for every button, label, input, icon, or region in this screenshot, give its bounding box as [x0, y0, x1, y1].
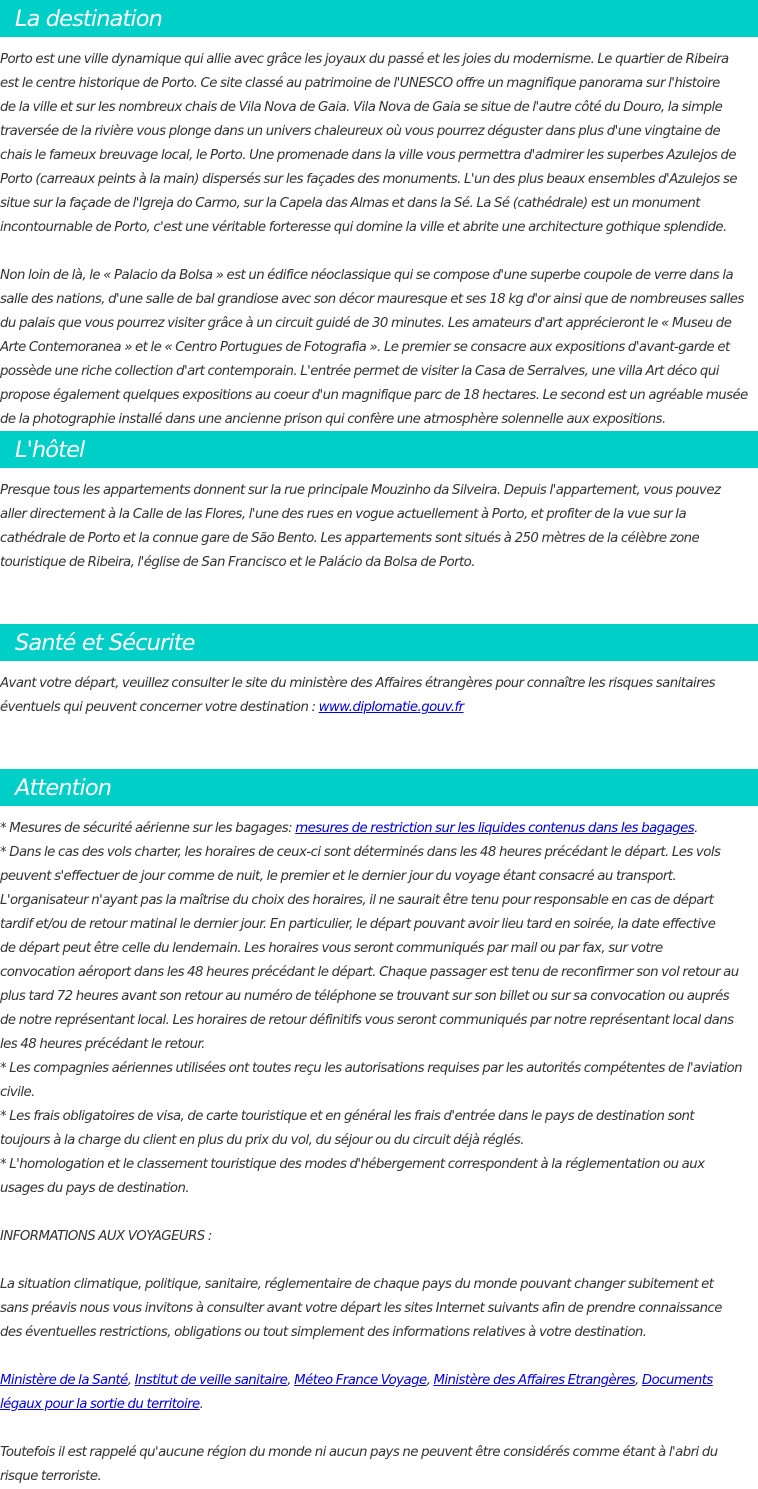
spacer [0, 1345, 758, 1369]
text-line: traversée de la rivière vous plonge dans un univers chaleureux où vous pourrez déguster dans plus d'une vingtaine de [0, 124, 721, 139]
text-line: de départ peut être celle du lendemain. Les horaires vous seront communiqués par mail ou par fax, sur votre [0, 941, 663, 956]
text-line: plus tard 72 heures avant son retour au numéro de téléphone se trouvant sur son billet ou sur sa convocation ou auprés [0, 989, 730, 1004]
text-line: touristique de Ribeira, l'église de San Francisco et le Palácio da Bolsa de Porto. [0, 555, 475, 570]
ministere-sante-link[interactable]: Ministère de la Santé [0, 1373, 128, 1388]
hotel-paragraph [0, 479, 758, 575]
text-line: cathédrale de Porto et la connue gare de São Bento. Les appartements sont situés à 250 mètres de la célèbre zone [0, 531, 700, 546]
infos-voyageurs-title: INFORMATIONS AUX VOYAGEURS : [0, 1229, 212, 1244]
bagages-suffix: . [694, 821, 698, 836]
text-line: convocation aéroport dans les 48 heures précédant le départ. Chaque passager est tenu de reconfirmer son vol retour au [0, 965, 739, 980]
text-line: Toutefois il est rappelé qu'aucune région du monde ni aucun pays ne peuvent être considérés comme étant à l'abri du [0, 1445, 718, 1460]
text-line: du palais que vous pourrez visiter grâce à un circuit guidé de 30 minutes. Les amateurs d'art apprécieront le « Museu de [0, 316, 732, 331]
diplomatie-link[interactable]: www.diplomatie.gouv.fr [318, 700, 464, 715]
section-header-sante [0, 624, 758, 661]
text-line: Presque tous les appartements donnent sur la rue principale Mouzinho da Silveira. Depuis l'appartement, vous pouvez [0, 483, 721, 498]
text-line: de la ville et sur les nombreux chais de Vila Nova de Gaia. Vila Nova de Gaia se situe de l'autre côté du Douro, la simple [0, 100, 723, 115]
text-line: L'organisateur n'ayant pas la maîtrise du choix des horaires, il ne saurait être tenu pour responsable en cas de départ [0, 893, 714, 908]
text-line: tardif et/ou de retour matinal le dernier jour. En particulier, le départ pouvant avoir lieu tard en soirée, la date effective [0, 917, 716, 932]
text-line: * Les frais obligatoires de visa, de carte touristique et en général les frais d'entrée dans le pays de destination sont [0, 1109, 695, 1124]
text-line: est le centre historique de Porto. Ce site classé au patrimoine de l'UNESCO offre un magnifique panorama sur l'histoire [0, 76, 720, 91]
bagages-restriction-link[interactable]: mesures de restriction sur les liquides contenus dans les bagages [295, 821, 695, 836]
text-line: de la photographie installé dans une ancienne prison qui confère une atmosphère solennelle aux expositions. [0, 412, 666, 427]
text-line: * L'homologation et le classement touristique des modes d'hébergement correspondent à la réglementation ou aux [0, 1157, 705, 1172]
separator: , [426, 1373, 434, 1388]
bagages-line [0, 817, 758, 841]
links-line-2 [0, 1393, 758, 1417]
section-header-destination [0, 0, 758, 37]
links-end: . [199, 1397, 204, 1412]
text-line [0, 696, 758, 720]
spacer [0, 1201, 758, 1225]
text-line: * Dans le cas des vols charter, les horaires de ceux-ci sont déterminés dans les 48 heures précédant le départ. Les vols [0, 845, 721, 860]
spacer [0, 1249, 758, 1273]
text-line: situe sur la façade de l'Igreja do Carmo, sur la Capela das Almas et dans la Sé. La Sé (cathédrale) est un monument [0, 196, 700, 211]
section-header-attention [0, 769, 758, 806]
meteo-france-link[interactable]: Méteo France Voyage [294, 1373, 427, 1388]
text-line: Arte Contemoranea » et le « Centro Portugues de Fotografia ». Le premier se consacre aux expositions d'avant-garde et [0, 340, 730, 355]
text-line: Avant votre départ, veuillez consulter le site du ministère des Affaires étrangères pour connaître les risques sanitaires [0, 676, 716, 691]
spacer [0, 1417, 758, 1441]
text-line: incontournable de Porto, c'est une véritable forteresse qui domine la ville et abrite une architecture gothique splendide. [0, 220, 727, 235]
section-title-hotel: L'hôtel [15, 436, 85, 463]
sante-paragraph [0, 672, 758, 720]
separator: , [635, 1373, 642, 1388]
separator: , [127, 1373, 135, 1388]
text-line: civile. [0, 1085, 35, 1100]
text-line: Porto est une ville dynamique qui allie avec grâce les joyaux du passé et les joies du modernisme. Le quartier de Ribeira [0, 52, 729, 67]
documents-legaux-link[interactable]: Documents [641, 1373, 713, 1388]
ministere-affaires-link[interactable]: Ministère des Affaires Etrangères [433, 1373, 636, 1388]
text-line: risque terroriste. [0, 1469, 102, 1484]
section-title-sante: Santé et Sécurite [15, 629, 195, 656]
text-line: sans préavis nous vous invitons à consulter avant votre départ les sites Internet suivants afin de prendre connaissance [0, 1301, 722, 1316]
text-line: Non loin de là, le « Palacio da Bolsa » est un édifice néoclassique qui se compose d'une superbe coupole de verre dans la [0, 268, 734, 283]
destination-paragraph-1 [0, 48, 758, 240]
text-line: possède une riche collection d'art contemporain. L'entrée permet de visiter la Casa de Serralves, une villa Art déco qui [0, 364, 719, 379]
text-line: peuvent s'effectuer de jour comme de nuit, le premier et le dernier jour du voyage étant consacré au transport. [0, 869, 677, 884]
institut-veille-link[interactable]: Institut de veille sanitaire [134, 1373, 288, 1388]
text-line: Porto (carreaux peints à la main) dispersés sur les façades des monuments. L'un des plus beaux ensembles d'Azulejos se [0, 172, 737, 187]
separator: , [287, 1373, 295, 1388]
text-line: propose également quelques expositions au coeur d'un magnifique parc de 18 hectares. Le second est un agréable musée [0, 388, 748, 403]
section-title-attention: Attention [15, 774, 112, 801]
section-title-destination: La destination [15, 5, 162, 32]
documents-legaux-link-cont[interactable]: légaux pour la sortie du territoire [0, 1397, 200, 1412]
attention-content [0, 817, 758, 1489]
sante-line-text: éventuels qui peuvent concerner votre destination : [0, 700, 319, 715]
text-line: La situation climatique, politique, sanitaire, réglementaire de chaque pays du monde pouvant changer subitement et [0, 1277, 714, 1292]
destination-paragraph-2 [0, 264, 758, 432]
text-line: de notre représentant local. Les horaires de retour définitifs vous seront communiqués par notre représentant local dans [0, 1013, 734, 1028]
text-line: chais le fameux breuvage local, le Porto. Une promenade dans la ville vous permettra d'admirer les superbes Azulejos de [0, 148, 736, 163]
bagages-prefix: * Mesures de sécurité aérienne sur les bagages: [0, 821, 296, 836]
text-line: usages du pays de destination. [0, 1181, 190, 1196]
text-line: toujours à la charge du client en plus du prix du vol, du séjour ou du circuit déjà réglés. [0, 1133, 524, 1148]
text-line: les 48 heures précédant le retour. [0, 1037, 205, 1052]
links-line [0, 1369, 758, 1393]
text-line: * Les compagnies aériennes utilisées ont toutes reçu les autorisations requises par les autorités compétentes de l'aviation [0, 1061, 742, 1076]
section-header-hotel [0, 431, 758, 468]
text-line: salle des nations, d'une salle de bal grandiose avec son décor mauresque et ses 18 kg d'or ainsi que de nombreuses salles [0, 292, 744, 307]
text-line: des éventuelles restrictions, obligations ou tout simplement des informations relatives à votre destination. [0, 1325, 647, 1340]
text-line: aller directement à la Calle de las Flores, l'une des rues en vogue actuellement à Porto, et profiter de la vue sur la [0, 507, 687, 522]
